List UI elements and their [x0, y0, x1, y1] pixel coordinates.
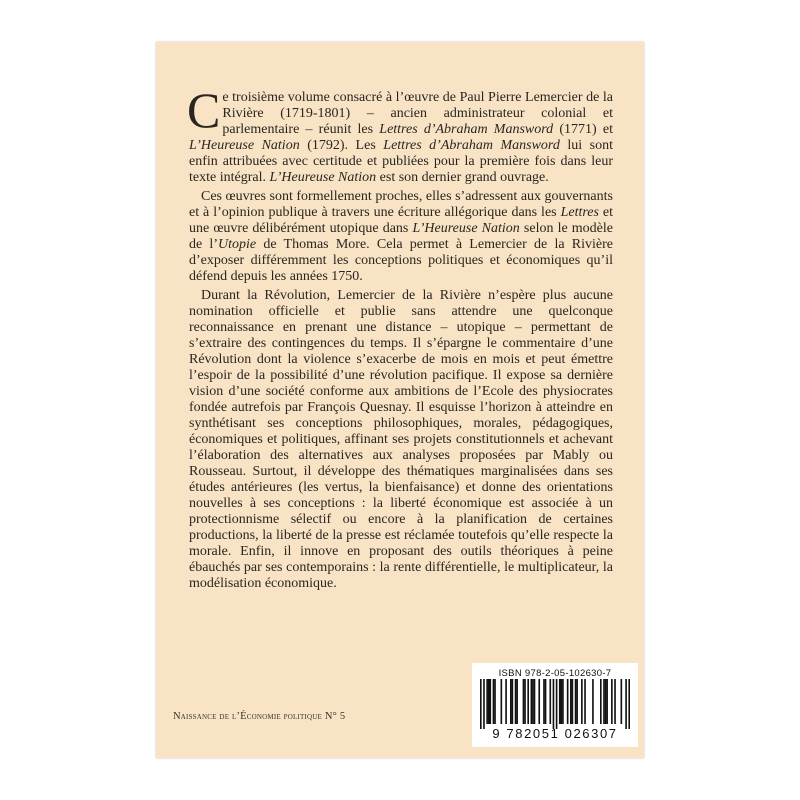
barcode-bar [567, 679, 569, 724]
barcode-bar [603, 679, 605, 724]
barcode-bar [538, 679, 540, 724]
isbn-label: ISBN 978-2-05-102630-7 [498, 668, 612, 679]
barcode-bar [576, 679, 578, 724]
barcode-bar [592, 679, 594, 724]
barcode-bar [515, 679, 517, 724]
paragraph-1 [187, 82, 613, 186]
barcode-bar [606, 679, 608, 724]
barcode-bar [575, 679, 577, 724]
barcode-bar [489, 679, 491, 724]
barcode-bar [581, 679, 583, 724]
barcode-bar [553, 679, 555, 729]
barcode-bar [628, 679, 630, 729]
barcode-bar [549, 679, 551, 724]
barcode-bar [584, 679, 586, 724]
barcode-bar [532, 679, 534, 724]
barcode-digits: 9 782051 026307 [492, 726, 618, 741]
barcode-bar [524, 679, 526, 724]
isbn-barcode [472, 663, 638, 747]
barcode-bar [556, 679, 558, 729]
paragraph-3: Durant la Révolution, Lemercier de la Rivière n’espère plus aucune nomination officielle et publie sans attendre une quelconque reconnaissance en prenant une distance – utopique – permettant de s’extraire des contingences du temps. Il s’épargne le commentaire d’une Révolution dont la violence s’exacerbe de mois en mois et peut émettre l’espoir de la possibilité d’une révolution pacifique. Il expose sa dernière vision d’une société conforme aux ambitions de l’Ecole des physiocrates fondée autrefois par François Quesnay. Il esquisse l’horizon à atteindre en synthétisant ses conceptions philosophiques, morales, pédagogiques, économiques et politiques, affinant ses projets constitutionnels et achevant l’élaboration des alternatives aux analyses proposées par Mably ou Rousseau. Surtout, il développe des thématiques marginalisées dans ses études antérieures (les vertus, la bienfaisance) et donne des orientations nouvelles à ses conceptions : la liberté économique est associée à un protectionnisme sélectif ou encore à la planification de certaines productions, la liberté de la presse est réclamée toutefois qu’elle respecte la morale. Enfin, il innove en proposant des outils théoriques à peine ébauchés par ses contemporains : la rente différentielle, le multiplicateur, la modélisation économique. [189, 288, 613, 591]
drop-cap: C [187, 82, 221, 138]
barcode-bar [561, 679, 563, 724]
series-title: Naissance de l’Économie politique N° 5 [173, 711, 346, 722]
barcode-bar [505, 679, 507, 724]
barcode-icon [480, 679, 630, 729]
barcode-bar [600, 679, 602, 724]
paragraph-2: Ces œuvres sont formellement proches, elles s’adressent aux gouvernants et à l’opinion publique à travers une écriture allégorique dans les Lettres et une œuvre délibérément utopique dans L’Heureuse Nation selon le modèle de l’Utopie de Thomas More. Cela permet à Lemercier de la Rivière d’exposer différemment les conceptions politiques et économiques qu’il défend depuis les années 1750. [189, 189, 614, 284]
book-back-cover [156, 42, 644, 758]
barcode-bar [527, 679, 529, 724]
barcode-bar [483, 679, 485, 729]
barcode-bar [572, 679, 574, 724]
barcode-bar [486, 679, 488, 724]
barcode-bar [510, 679, 512, 724]
barcode-bar [543, 679, 545, 724]
barcode-bar [531, 679, 533, 724]
barcode-bar [621, 679, 623, 724]
barcode-bar [562, 679, 564, 724]
barcode-bar [494, 679, 496, 724]
barcode-bar [559, 679, 561, 724]
barcode-bar [545, 679, 547, 724]
barcode-bar [625, 679, 627, 729]
barcode-bar [570, 679, 572, 724]
barcode-bar [605, 679, 607, 724]
barcode-bar [501, 679, 503, 724]
barcode-bar [523, 679, 525, 724]
barcode-bar [534, 679, 536, 724]
barcode-bar [611, 679, 613, 724]
barcode-bar [480, 679, 482, 729]
barcode-bar [488, 679, 490, 724]
barcode-bar [512, 679, 514, 724]
barcode-bar [614, 679, 616, 724]
paragraph-1-text: e troisième volume consacré à l’œuvre de Paul Pierre Lemercier de la Rivière (1719-1801) – ancien administrateur colonial et parlementaire – réunit les Lettres d’Abraham Mansword (1771) et L’Heureuse Nation (1792). Les Lettres d’Abraham Mansword lui sont enfin attribuées avec certitude et publiées pour la première fois dans leur texte intégral. L’Heureuse Nation est son dernier grand ouvrage. [189, 90, 613, 185]
barcode-bar [493, 679, 495, 724]
blurb-text [187, 82, 614, 592]
barcode-bar [516, 679, 518, 724]
